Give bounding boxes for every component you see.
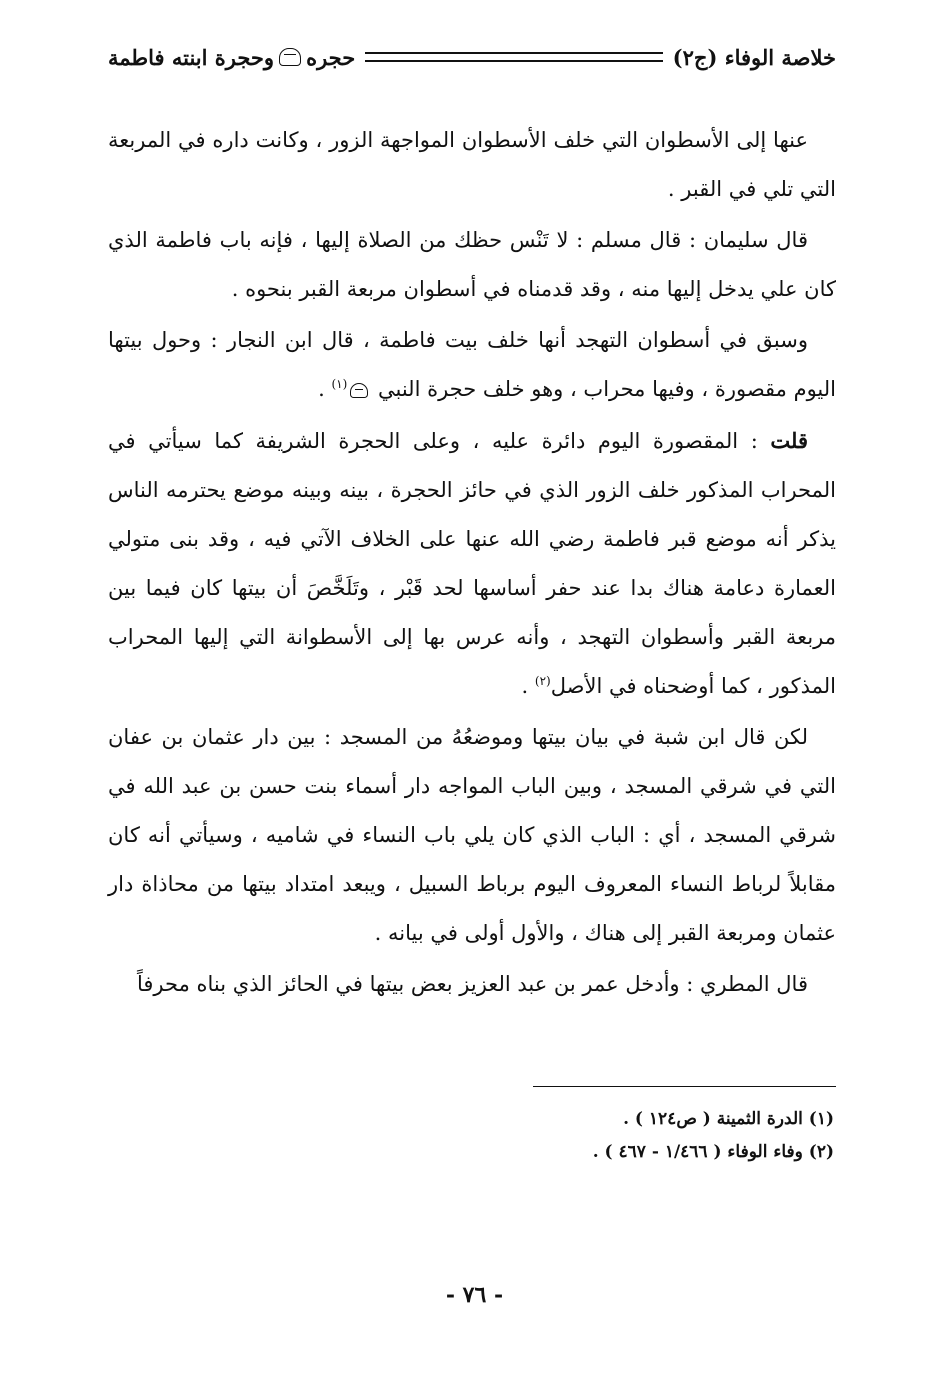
footnote-1: (١) الدرة الثمينة ( ص١٢٤ ) . <box>623 1109 834 1129</box>
paragraph-6 <box>108 960 836 1009</box>
paragraph-tail: . <box>521 674 529 698</box>
chapter-title <box>108 45 355 70</box>
salawat-icon <box>279 48 301 66</box>
paragraph-3 <box>108 316 836 414</box>
paragraph-text: : المقصورة اليوم دائرة عليه ، وعلى الحجرة الشريفة كما سيأتي في المحراب المذكور خلف الزور الذي في حائز الحجرة ، بينه وبينه موضع يحترمه الناس يذكر أنه موضع قبر فاطمة رضي الله عنها على الخلاف الآتي فيه ، وقد بنى متولي العمارة دعامة هناك بدا عند حفر أساسها لحد قَبْر ، وتَلَخَّصَ أن بيتها كان فيما بين مربعة القبر وأسطوان التهجد ، وأنه عرس بها إلى الأسطوانة التي إليها المحراب المذكور ، كما أوضحناه في الأصل <box>108 429 836 698</box>
book-title: خلاصة الوفاء (ج٢) <box>672 44 836 70</box>
paragraph-text: عنها إلى الأسطوان التي خلف الأسطوان المواجهة الزور ، وكانت داره في المربعة التي تلي في القبر . <box>108 128 836 201</box>
paragraph-tail: . <box>318 377 325 401</box>
page-number: - ٧٦ - <box>445 1282 504 1308</box>
salawat-icon <box>350 383 368 398</box>
paragraph-text: قال المطري : وأدخل عمر بن عبد العزيز بعض بيتها في الحائز الذي بناه محرفاً <box>137 972 808 996</box>
paragraph-text: لكن قال ابن شبة في بيان بيتها وموضعُهُ من المسجد : بين دار عثمان بن عفان التي في شرقي المسجد ، وبين الباب المواجه دار أسماء بنت حسن بن عبد الله في شرقي المسجد ، أي : الباب الذي كان يلي باب النساء في شاميه ، وسيأتي أنه كان مقابلاً لرباط النساء المعروف اليوم برباط السبيل ، ويبعد امتداد بيتها من محاذاة دار عثمان ومربعة القبر إلى هناك ، والأول أولى في بيانه . <box>108 725 836 945</box>
running-header <box>108 40 836 74</box>
chapter-title-part1: حجره <box>306 44 356 70</box>
paragraph-4 <box>108 416 836 711</box>
footnote-separator <box>533 1086 836 1087</box>
paragraph-5 <box>108 713 836 958</box>
paragraph-text: قال سليمان : قال مسلم : لا تَنْس حظك من الصلاة إليها ، فإنه باب فاطمة الذي كان علي يدخل إليها منه ، وقد قدمناه في أسطوان مربعة القبر بنحوه . <box>108 228 836 301</box>
paragraph-1 <box>108 116 836 214</box>
header-rule <box>365 52 662 62</box>
chapter-title-part2: وحجرة ابنته فاطمة <box>108 44 275 70</box>
paragraph-text: وسبق في أسطوان التهجد أنها خلف بيت فاطمة ، قال ابن النجار : وحول بيتها اليوم مقصورة ، وفيها محراب ، وهو خلف حجرة النبي <box>108 328 836 401</box>
main-text <box>108 116 836 1011</box>
paragraph-lead: قلت <box>770 428 808 453</box>
footnote-ref-1: (١) <box>331 377 348 391</box>
footnotes <box>108 1103 834 1169</box>
footnote-ref-2: (٢) <box>534 674 551 688</box>
footnote-2: (٢) وفاء الوفاء ( ١/٤٦٦ - ٤٦٧ ) . <box>592 1142 834 1162</box>
paragraph-2 <box>108 216 836 314</box>
